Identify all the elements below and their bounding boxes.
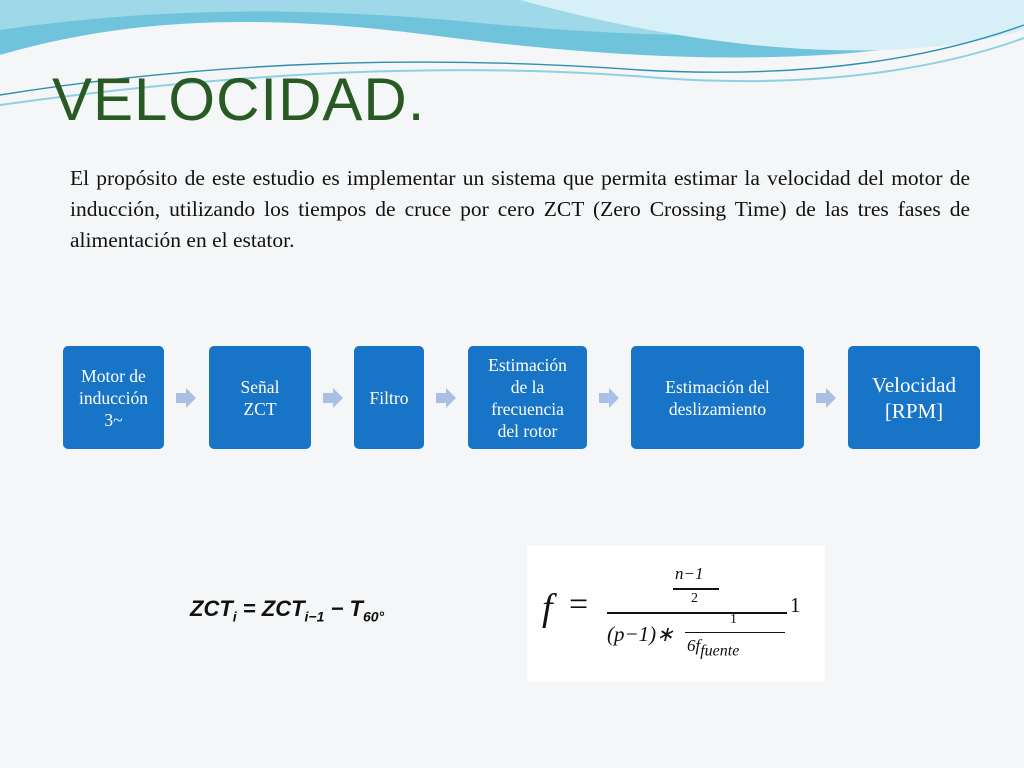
flow-step-filter: Filtro: [354, 346, 424, 449]
zct-formula: $ZCT_i = ZCT_{i-1} - T_{60^\circ}$: [190, 596, 385, 625]
flow-step-speed-rpm: Velocidad [RPM]: [848, 346, 980, 449]
frequency-formula: f = n−1 2 1 (p−1)∗ 1 $6f_{fuente}$: [527, 546, 825, 682]
chevron-arrow-right-icon: [814, 386, 838, 410]
chevron-arrow-right-icon: [321, 386, 345, 410]
flow-step-rotor-frequency: Estimación de la frecuencia del rotor: [468, 346, 587, 449]
flow-step-signal-zct: Señal ZCT: [209, 346, 311, 449]
flow-step-slip: Estimación del deslizamiento: [631, 346, 804, 449]
chevron-arrow-right-icon: [434, 386, 458, 410]
page-title: VELOCIDAD.: [52, 66, 426, 133]
chevron-arrow-right-icon: [597, 386, 621, 410]
flow-step-motor: Motor de inducción 3~: [63, 346, 164, 449]
chevron-arrow-right-icon: [174, 386, 198, 410]
intro-paragraph: El propósito de este estudio es implementar un sistema que permita estimar la velocidad del motor de inducción, utilizando los tiempos de cruce por cero ZCT (Zero Crossing Time) de las tres fases de alimentación en el estator.: [70, 166, 970, 252]
